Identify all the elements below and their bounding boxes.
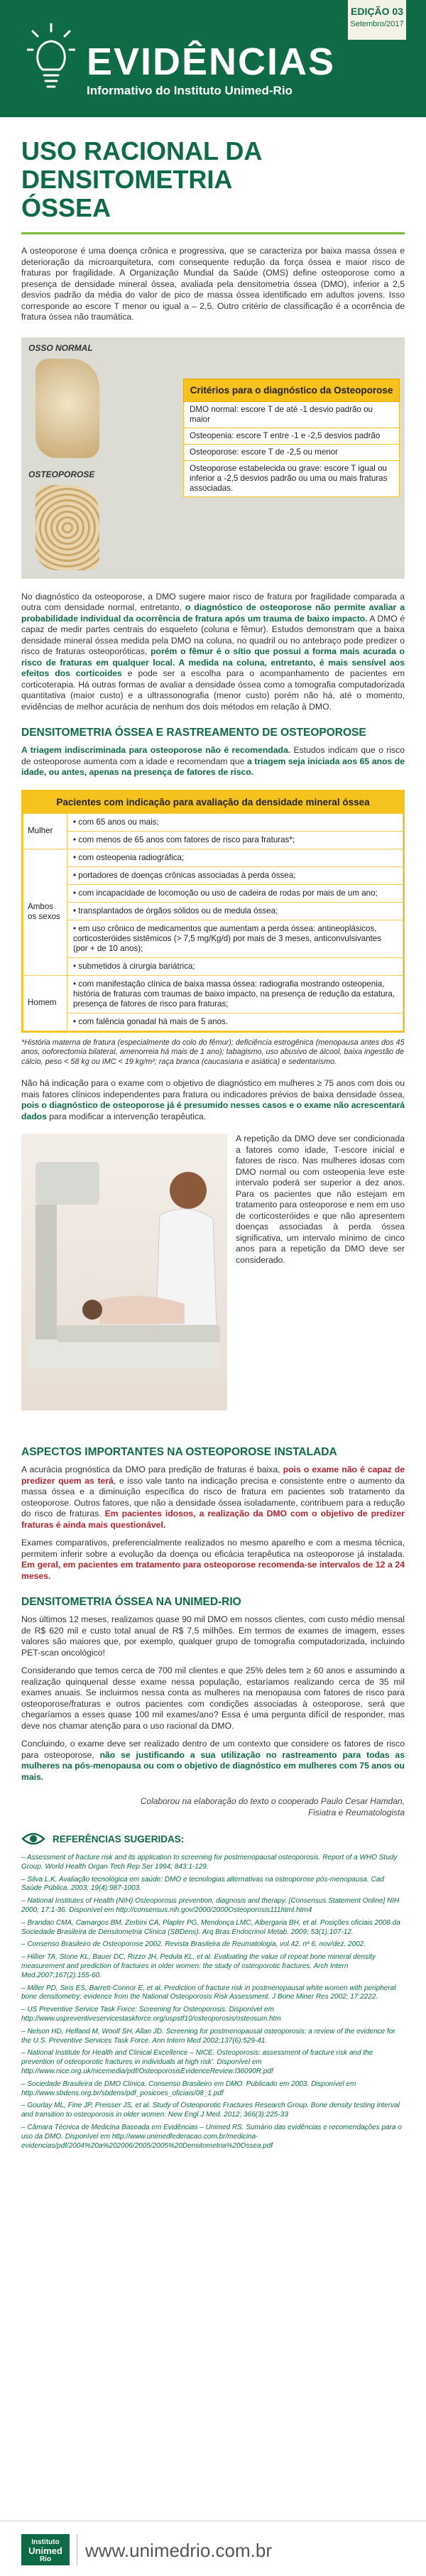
section-unimed-title: DENSITOMETRIA ÓSSEA NA UNIMED-RIO <box>21 1596 241 1608</box>
header-banner <box>0 0 426 117</box>
table-cell: • transplantados de órgãos sólidos ou de medula óssea; <box>67 902 403 920</box>
densitometry-exam-photo <box>21 1134 227 1411</box>
diagnosis-paragraph: No diagnóstico da osteoporose, a DMO sugere maior risco de fratura por fragilidade comparada a outra com densidade normal, entretanto, o diagnóstico de osteoporose não permite avaliar a probabilidade individual da ocorrência de fratura após um trauma de baixo impacto. A DMO é capaz de medir partes centrais do esqueleto (coluna e fêmur). Estudos demonstram que a baixa densidade mineral óssea medida pela DMO na coluna, no quadril ou no antebraço pode predizer o risco de fraturas osteoporóticas, porém o fêmur é o sítio que possui a forma mais acurada o risco de fraturas em qualquer local. A medida na coluna, entretanto, é mais sensível aos efeitos dos corticoides e pode ser a escolha para o acompanhamento de pacientes em corticoterapia. Há outras formas de avaliar a densidade óssea como a tomografia computadorizada quantitativa (maior custo) e a ultrassonografia (menor custo) porém não há, até o momento, evidências de melhor acurácia de nenhum dos dois métodos em relação à DMO. <box>21 591 405 712</box>
reference-item: – Silva L.K. Avaliação tecnológica em saúde: DMO e tecnologias alternativas na osteoporose pós-menopausa. Cad Saúde Pública. 2003; 19(4):987-1003. <box>21 1875 384 1893</box>
reference-item: – Assessment of fracture risk and its application to screening for postmenopausal osteoporosis. Report of a WHO Study Group. World Health Organ Tech Rep Ser 1994; 843:1-129. <box>21 1854 398 1871</box>
normal-bone-image <box>36 359 99 458</box>
installed-paragraph-2: Exames comparativos, preferencialmente realizados no mesmo aparelho e com a mesma técnica, permitem inferir sobre a evolução da doença ou eficácia terapêutica na osteoporose já instalada. Em geral, em pacientes em tratamento para osteoporose recomenda-se intervalos de 12 a 24 meses. <box>21 1538 405 1581</box>
criteria-row: DMO normal: escore T de até -1 desvio padrão ou maior <box>183 402 400 428</box>
article-title: USO RACIONAL DA DENSITOMETRIA ÓSSEA <box>21 136 262 222</box>
reference-item: – Gourlay ML, Fine JP, Preisser JS, et al. Study of Osteoporotic Fractures Research Group. Bone density testing interval and transition to osteoporosis in older women. New Engl J Med. 2012; 366(3):225-33 <box>21 2102 400 2119</box>
installed-paragraph-1: A acurácia prognóstica da DMO para predição de fraturas é baixa, pois o exame não é capaz de predizer quem as terá, e isso vale tanto na indicação precisa e consistente entre o aumento da massa óssea e a diminuição específica do risco de fratura em pacientes sob tratamento da osteoporose. Outros fatores, que não a densidade óssea isoladamente, contribuem para a redução do risco de fraturas. Em pacientes idosos, a realização da DMO com o objetivo de predizer fraturas é ainda mais questionável. <box>21 1464 405 1530</box>
eye-icon <box>21 1831 45 1847</box>
criteria-row: Osteoporose estabelecida ou grave: escore T igual ou inferior a -2,5 desvios padrão ou uma ou mais fraturas associadas. <box>183 461 400 497</box>
criteria-row: Osteoporose: escore T de -2,5 ou menor <box>183 445 400 461</box>
footer <box>0 2521 426 2576</box>
table-cell: • com falência gonadal há mais de 5 anos. <box>67 1013 403 1031</box>
reference-item: – Câmara Técnica de Medicina Baseada em Evidências – Unimed RS. Sumário das evidências e recomendações para o uso da DMO. Disponível em http://www.unimedfederacao.com.br/medicina-evidencias/pdf/2004%20a%202006/2005/2005%20Densitometria%20Ossea.pdf <box>21 2123 402 2150</box>
label-normal-bone: OSSO NORMAL <box>28 342 93 353</box>
table-cell: • com incapacidade de locomoção ou uso de cadeira de rodas por mais de um ano; <box>67 884 403 902</box>
edition-badge <box>348 0 406 40</box>
reference-item: – Consenso Brasileiro de Osteoporose 2002. Revista Brasileira de Reumatologia, vol.42, nº 6, nov/dez. 2002. <box>21 1940 366 1949</box>
group-label-man: Homem <box>23 975 67 1031</box>
unimed-paragraph-2: Considerando que temos cerca de 700 mil clientes e que 25% deles tem ≥ 60 anos e assumindo a realização quinquenal desse exame nessa população, estaríamos realizando cerca de 35 mil exames anuais. Se incluirmos nessa conta as mulheres na menopausa com fatores de risco para osteoporose/fraturas e outros pacientes com condições associadas à osteoporose, será que chegaríamos a esses quase 100 mil exames/ano? Essa é uma pergunta difícil de responder, mas deve nos chamar atenção para o uso racional da DMO. <box>21 1665 405 1731</box>
website-link[interactable]: www.unimedrio.com.br <box>85 2540 272 2561</box>
table-row <box>23 920 403 957</box>
group-label-woman: Mulher <box>23 813 67 849</box>
table-row <box>23 975 403 1013</box>
screening-paragraph: A triagem indiscriminada para osteoporose não é recomendada. Estudos indicam que o risco de osteoporose aumenta com a idade e recomendam que a triagem seja iniciada aos 65 anos de idade, ou antes, apenas na presença de fatores de risco. <box>21 745 405 777</box>
table-row <box>23 902 403 920</box>
reference-item: – Hillier TA, Stone KL, Bauer DC, Rizzo JH, Pedula KL, et al. Evaluating the value of repeat bone mineral density measurement and prediction of fractures in older women: the study of osteoporotic fractures. Arch Intern Med.2007;167(2):155-60. <box>21 1953 376 1979</box>
reference-item: – National Institute for Health and Clinical Excellence – NICE. Osteoporosis: assessment of fracture risk and the prevention of osteoporotic fractures in individuals at high risk'. Disponível em http://www.nice.org.uk/nicemedia/pdf/OsteoporosisEvidenceReview.l36090R.pdf <box>21 2049 373 2075</box>
table-row <box>23 957 403 975</box>
table-row <box>23 866 403 884</box>
indication-table <box>21 790 405 1033</box>
unimed-paragraph-1: Nos últimos 12 meses, realizamos quase 90 mil DMO em nossos clientes, com custo médio mensal de R$ 620 mil e custo total anual de R$ 7,5 milhões. Em termos de exames de imagem, esses valores são maiores que, por exemplo, qualquer grupo de tomografia computadorizada, incluindo PET-scan oncológico! <box>21 1614 405 1658</box>
section-screening-title: DENSITOMETRIA ÓSSEA E RASTREAMENTO DE OSTEOPOROSE <box>21 727 366 739</box>
table-cell: • com osteopenia radiográfica; <box>67 849 403 866</box>
table-row <box>23 849 403 866</box>
reference-item: – Nelson HD, Helfand M, Woolf SH, Allan JD. Screening for postmenopausal osteoporosis: a review of the evidence for the U.S. Preventive Services Task Force. Ann Intern Med 2002;137(6):529-41. <box>21 2027 395 2045</box>
reference-item: – Miller PD, Siris ES, Barrett-Connor E, et al. Prediction of fracture risk in postmenopausal white women with peripheral bone densitometry: evidence from the National Osteoporosis Risk Assessment. J Bone Miner Res 2002; 17:2222. <box>21 1984 396 2001</box>
reference-item: – US Preventive Service Task Force: Screening for Osteoporosis. Disponível em http://www.uspreventiveservicestaskforce.org/uspstf10/osteoporosis/osteosum.htm <box>21 2006 281 2023</box>
photo-section <box>0 1134 426 1446</box>
lightbulb-icon <box>27 21 75 92</box>
unimed-paragraph-3: Concluindo, o exame deve ser realizado dentro de um contexto que considere os fatores de risco para osteoporose, não se justificando a sua utilização no rastreamento para todas as mulheres na pós-menopausa ou com o objetivo de diagnóstico em mulheres com 75 anos ou mais. <box>21 1739 405 1782</box>
osteoporosis-bone-image <box>36 485 99 570</box>
table-row <box>23 813 403 831</box>
reference-item: – Sociedade Brasileira de DMO Clínica. Consenso Brasileiro em DMO. Publicado em 2003. Disponível em http://www.sbdens.org.br/sbdens/pdf_posicoes_oficiais/08_1.pdf <box>21 2080 356 2097</box>
reference-item: – National Institutes of Health (NIH) Osteoporosis prevention, diagnosis and therapy. [Consensus Statement Online] NIH 2000; 17:1-36. Disponível em http://consensus.nih.gov/2000/2000Osteoporosis111html.htm4 <box>21 1897 400 1914</box>
signature: Colaborou na elaboração do texto o cooperado Paulo Cesar Hamdan, Fisiatra e Reumatologista <box>140 1796 405 1817</box>
criteria-row: Osteopenia: escore T entre -1 e -2,5 desvios padrão <box>183 428 400 445</box>
group-label-both: Ambos os sexos <box>23 849 67 975</box>
reference-item: – Brandao CMA, Camargos BM, Zerbini CA, Plapler PG, Mendonça LMC, Albergaria BH, et al. Posições oficiais 2008 da Sociedade Brasileira de Densitometria Clínica (SBDens). Arq Bras Endocrinol Metab. 2009; 53(1):107-12. <box>21 1918 400 1936</box>
title-divider <box>21 232 405 234</box>
references-header <box>21 1831 405 1847</box>
no-indication-paragraph: Não há indicação para o exame com o objetivo de diagnóstico em mulheres ≥ 75 anos com dois ou mais fatores clínicos independentes para fratura ou indicadores prévios de baixa densidade óssea, pois o diagnóstico de osteoporose já é presumido nesses casos e o exame não acrescentará dados para modificar a intervenção terapêutica. <box>21 1078 405 1121</box>
table-row <box>23 831 403 849</box>
table-footnote: *História materna de fratura (especialmente do colo do fêmur); deficiência estrogênica (menopausa antes dos 45 anos, ooforectomia bilateral, amenorreia há mais de 1 ano); tabagismo, uso abusivo de álcool, baixa ingestão de cálcio, peso < 58 kg ou IMC < 19 kg/m²; raça branca (caucasiana e asiática) e sedentarismo. <box>21 1038 405 1066</box>
references-list <box>0 1847 426 2151</box>
table-cell: • com menos de 65 anos com fatores de risco para fraturas*; <box>67 831 403 849</box>
table-cell: • portadores de doenças crônicas associadas à perda óssea; <box>67 866 403 884</box>
section-installed-title: ASPECTOS IMPORTANTES NA OSTEOPOROSE INSTALADA <box>21 1446 337 1458</box>
intro-paragraph: A osteoporose é uma doença crônica e progressiva, que se caracteriza por baixa massa óssea e deterioração da microarquitetura, com consequente redução da força óssea e maior risco de fraturas por fragilidade. A Organização Mundial da Saúde (OMS) define osteoporose como a presença de densidade mineral óssea, avaliada pela densitometria óssea (DMO), inferior a 2,5 desvios padrão da média do valor de pico de massa óssea identificado em adultos jovens. Isso corresponde ao escore T menor ou igual a – 2,5. Outro critério de classificação é a ocorrência de fratura óssea não traumática. <box>21 246 405 322</box>
criteria-figure <box>21 337 405 579</box>
table-cell: • submetidos à cirurgia bariátrica; <box>67 957 403 975</box>
edition-number: EDIÇÃO 03 <box>351 6 403 17</box>
table-cell: • em uso crônico de medicamentos que aumentam a perda óssea: antineoplásicos, corticosteróides sistêmicos (> 7,5 mg/Kg/d) por mais de 3 meses, anticonvulsivantes (por + de 10 anos); <box>67 920 403 957</box>
criteria-table <box>183 379 400 497</box>
label-osteoporosis-bone: OSTEOPOROSE <box>28 469 95 479</box>
references-title: REFERÊNCIAS SUGERIDAS: <box>53 1833 185 1844</box>
exam-illustration <box>21 1134 227 1411</box>
edition-date: Setembro/2017 <box>350 20 404 28</box>
table-cell: • com manifestação clínica de baixa massa óssea: radiografia mostrando osteopenia, história de fraturas com traumas de baixo impacto, na presença de redução da estatura, presença de fatores de risco para fraturas; <box>67 975 403 1013</box>
table-row <box>23 1013 403 1031</box>
newsletter-subtitle: Informativo do Instituto Unimed-Rio <box>87 84 293 97</box>
table-row <box>23 884 403 902</box>
unimed-logo: Instituto Unimed Rio <box>21 2534 70 2565</box>
newsletter-title: EVIDÊNCIAS <box>87 40 336 83</box>
criteria-title: Critérios para o diagnóstico da Osteoporose <box>183 379 400 402</box>
indication-table-title: Pacientes com indicação para avaliação da densidade mineral óssea <box>23 791 403 813</box>
repetition-paragraph: A repetição da DMO deve ser condicionada a fatores como idade, T-escore inicial e fatores de risco. Nas mulheres idosas com DMO normal ou com osteopenia leve este intervalo poderá ser superior a dez anos. Para os pacientes que não estejam em tratamento para osteoporose e nem em uso de corticosteróides e que não apresentem doenças associadas à perda óssea significativa, um intervalo mínimo de cinco anos para a repetição da DMO deve ser considerado. <box>236 1134 405 1265</box>
table-cell: • com 65 anos ou mais; <box>67 813 403 831</box>
